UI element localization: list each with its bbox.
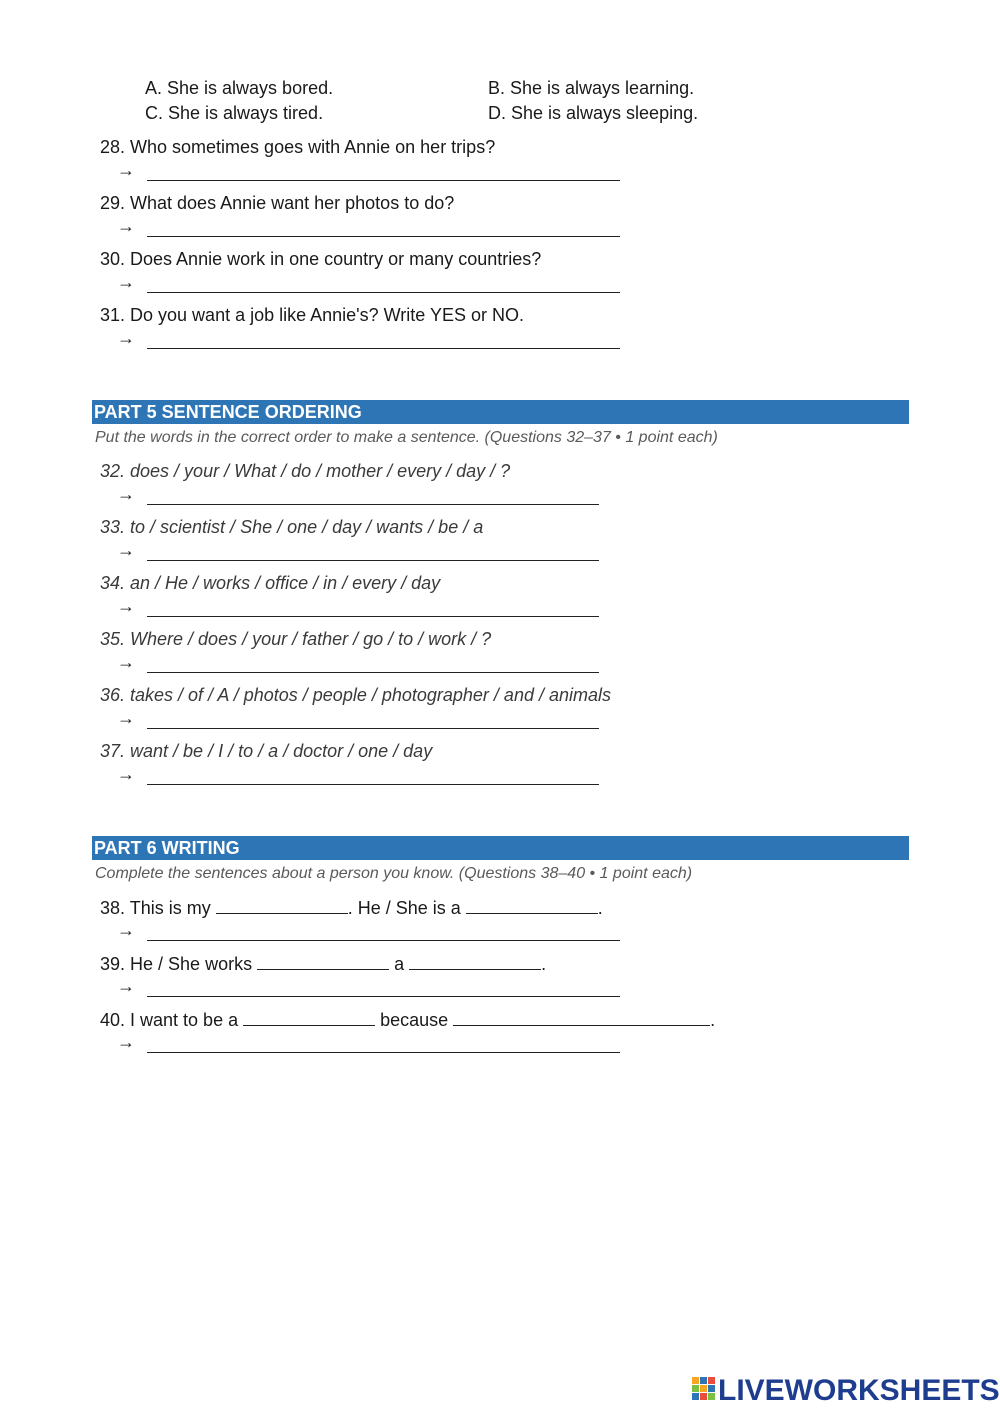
question-31: 31. Do you want a job like Annie's? Write YES or NO. (100, 305, 524, 325)
option-c: C. She is always tired. (145, 103, 324, 123)
arrow-icon: → (117, 484, 135, 504)
part5-instruction: Put the words in the correct order to make a sentence. (Questions 32–37 • 1 point each) (95, 429, 718, 446)
arrow-icon: → (117, 540, 135, 560)
ordering-item-37: 37. want / be / I / to / a / doctor / one / day (100, 741, 433, 761)
question-30: 30. Does Annie work in one country or many countries? (100, 249, 542, 269)
arrow-icon: → (117, 976, 135, 996)
answer-line[interactable] (147, 940, 620, 941)
q40-blank-1[interactable] (243, 1009, 375, 1026)
question-40 (100, 1009, 715, 1031)
arrow-icon: → (117, 708, 135, 728)
question-39 (100, 953, 546, 975)
question-29: 29. What does Annie want her photos to do? (100, 193, 455, 213)
ordering-item-32: 32. does / your / What / do / mother / every / day / ? (100, 461, 511, 481)
answer-line[interactable] (147, 1052, 620, 1053)
answer-line[interactable] (147, 996, 620, 997)
q39-blank-2[interactable] (409, 953, 541, 970)
answer-line[interactable] (147, 504, 599, 505)
arrow-icon: → (117, 328, 135, 348)
arrow-icon: → (117, 160, 135, 180)
arrow-icon: → (117, 920, 135, 940)
part6-instruction: Complete the sentences about a person you know. (Questions 38–40 • 1 point each) (95, 865, 693, 882)
answer-line[interactable] (147, 292, 620, 293)
q40-text-b: because (375, 1010, 454, 1030)
ordering-item-34: 34. an / He / works / office / in / every / day (100, 573, 441, 593)
arrow-icon: → (117, 652, 135, 672)
q40-blank-2[interactable] (453, 1009, 710, 1026)
arrow-icon: → (117, 764, 135, 784)
q39-text-c: . (541, 954, 547, 974)
question-38 (100, 897, 603, 919)
q38-text-b: . He / She is a (347, 898, 466, 918)
answer-line[interactable] (147, 180, 620, 181)
answer-line[interactable] (147, 616, 599, 617)
option-d: D. She is always sleeping. (488, 103, 699, 123)
arrow-icon: → (117, 596, 135, 616)
answer-line[interactable] (147, 784, 599, 785)
q38-text-c: . (597, 898, 603, 918)
option-b: B. She is always learning. (488, 78, 695, 98)
part5-header: PART 5 SENTENCE ORDERING (92, 400, 909, 424)
q39-text-a: 39. He / She works (100, 954, 258, 974)
answer-line[interactable] (147, 672, 599, 673)
part6-header: PART 6 WRITING (92, 836, 909, 860)
ordering-item-35: 35. Where / does / your / father / go / to / work / ? (100, 629, 492, 649)
answer-line[interactable] (147, 236, 620, 237)
q40-text-c: . (710, 1010, 716, 1030)
q39-text-b: a (389, 954, 410, 974)
ordering-item-36: 36. takes / of / A / photos / people / photographer / and / animals (100, 685, 611, 705)
logo-text: LIVEWORKSHEETS (718, 1374, 1000, 1407)
q40-text-a: 40. I want to be a (100, 1010, 244, 1030)
answer-line[interactable] (147, 728, 599, 729)
q38-text-a: 38. This is my (100, 898, 216, 918)
q38-blank-1[interactable] (216, 897, 348, 914)
option-a: A. She is always bored. (145, 78, 334, 98)
arrow-icon: → (117, 1032, 135, 1052)
ordering-item-33: 33. to / scientist / She / one / day / wants / be / a (100, 517, 484, 537)
arrow-icon: → (117, 216, 135, 236)
logo-grid-icon (692, 1377, 716, 1405)
answer-line[interactable] (147, 348, 620, 349)
q39-blank-1[interactable] (257, 953, 389, 970)
q38-blank-2[interactable] (466, 897, 598, 914)
question-28: 28. Who sometimes goes with Annie on her trips? (100, 137, 496, 157)
arrow-icon: → (117, 272, 135, 292)
answer-line[interactable] (147, 560, 599, 561)
